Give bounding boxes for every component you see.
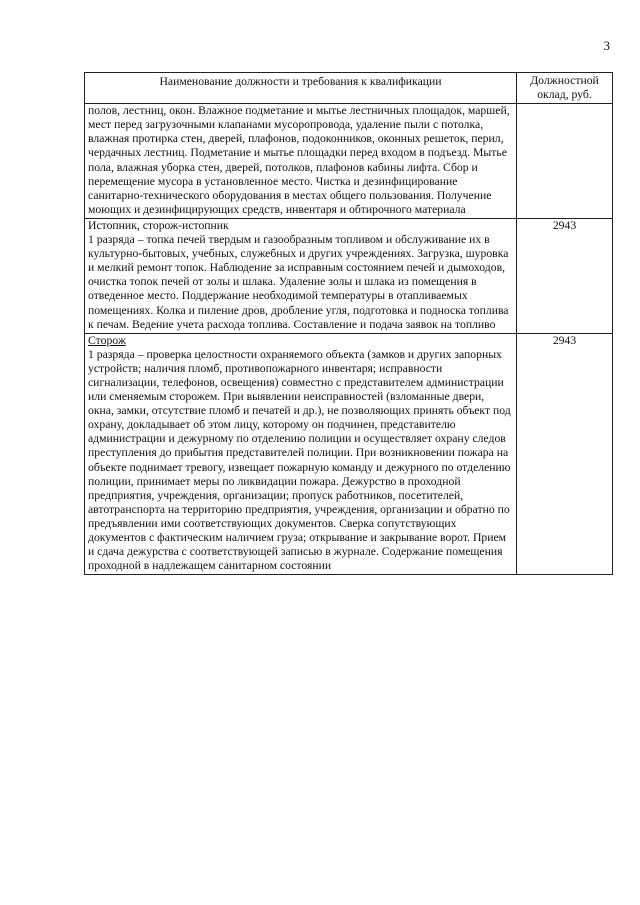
header-salary: Должностной оклад, руб.	[517, 73, 613, 104]
position-requirements-text: 1 разряда – проверка целостности охраняемого объекта (замков и других запорных устройств; наличия пломб, противопожарного инвентаря; исправности сигнализации, телефонов, освещения) совместно с представителем администрации или сменяемым сторожем. При выявлении неисправностей (взломанные двери, окна, замки, отсутствие пломб и печатей и др.), не позволяющих принять объект под охрану, докладывает об этом лицу, которому он подчинен, представителю администрации и дежурному по отделению полиции и осуществляет охрану следов преступления до прибытия представителей полиции. При возникновении пожара на объекте поднимает тревогу, извещает пожарную команду и дежурного по отделению полиции, принимает меры по ликвидации пожара. Дежурство в проходной предприятия, учреждения, организации; пропуск работников, посетителей, автотранспорта на территорию предприятия, учреждения, организации и обратно по предъявлении ими соответствующих документов. Сверка сопутствующих документов с фактическим наличием груза; открывание и закрывание ворот. Прием и сдача дежурства с соответствующей записью в журнале. Содержание помещения проходной в надлежащем санитарном состоянии	[88, 347, 511, 573]
table-header-row	[85, 73, 613, 104]
salary-cell: 2943	[517, 218, 613, 333]
position-description	[85, 218, 517, 333]
position-description	[85, 333, 517, 575]
header-position: Наименование должности и требования к квалификации	[85, 73, 517, 104]
salary-cell	[517, 104, 613, 219]
table-row	[85, 104, 613, 219]
table-row	[85, 333, 613, 575]
position-title: Сторож	[88, 333, 126, 347]
position-requirements-text: 1 разряда – топка печей твердым и газообразным топливом и обслуживание их в культурно-бытовых, учебных, служебных и других учреждениях. Загрузка, шуровка и мелкий ремонт топок. Наблюдение за исправным состоянием печей и дымоходов, очистка топок печей от золы и шлака. Удаление золы и шлака из помещения в отведенное место. Поддержание необходимой температуры в отапливаемых помещениях. Колка и пиление дров, дробление угля, подготовка и подноска топлива к печам. Ведение учета расхода топлива. Составление и подача заявок на топливо	[88, 233, 509, 331]
position-requirements-text: полов, лестниц, окон. Влажное подметание и мытье лестничных площадок, маршей, мест перед загрузочными клапанами мусоропровода, удаление пыли с потолка, влажная протирка стен, дверей, плафонов, подоконников, оконных решеток, перил, чердачных лестниц. Подметание и мытье площадки перед входом в подъезд. Мытье пола, влажная уборка стен, дверей, потолков, плафонов кабины лифта. Сбор и перемещение мусора в установленное место. Чистка и дезинфицирование санитарно-технического оборудования в местах общего пользования. Получение моющих и дезинфицирующих средств, инвентаря и обтирочного материала	[88, 104, 510, 216]
salary-cell: 2943	[517, 333, 613, 575]
position-title: Истопник, сторож-истопник	[88, 218, 229, 232]
page-number: 3	[603, 38, 610, 53]
position-description	[85, 104, 517, 219]
table-row	[85, 218, 613, 333]
qualification-table	[84, 72, 613, 575]
